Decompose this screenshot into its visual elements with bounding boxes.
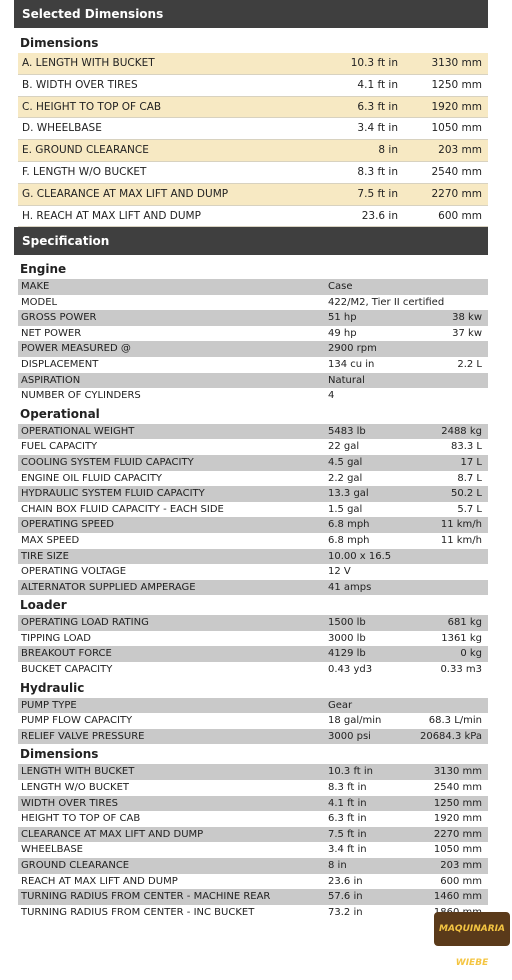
dimension-imperial-value: 7.5 ft in	[357, 187, 398, 200]
spec-row	[18, 517, 488, 533]
spec-row	[18, 486, 488, 502]
dimension-imperial-value: 6.3 ft in	[357, 100, 398, 113]
spec-metric-value: 17 L	[460, 456, 482, 468]
spec-row	[18, 533, 488, 549]
spec-label: ALTERNATOR SUPPLIED AMPERAGE	[21, 581, 196, 593]
spec-metric-value: 8.7 L	[457, 472, 482, 484]
dimension-label: C. HEIGHT TO TOP OF CAB	[22, 100, 162, 113]
spec-row	[18, 780, 488, 796]
spec-label: RELIEF VALVE PRESSURE	[21, 730, 145, 742]
spec-metric-value: 203 mm	[440, 860, 482, 871]
spec-row	[18, 326, 488, 342]
spec-value: 3000 lb	[328, 632, 366, 644]
dimension-metric-value: 1050 mm	[431, 122, 482, 135]
spec-value: 1.5 gal	[328, 503, 363, 515]
spec-value: 3.4 ft in	[328, 844, 367, 856]
spec-metric-value: 600 mm	[440, 875, 482, 887]
spec-label: PUMP FLOW CAPACITY	[21, 715, 133, 727]
spec-row	[18, 564, 488, 580]
spec-metric-value: 1460 mm	[433, 891, 482, 903]
spec-value: 23.6 in	[328, 875, 363, 887]
spec-value: Case	[328, 281, 353, 292]
spec-value: 422/M2, Tier II certified	[328, 296, 445, 308]
spec-metric-value: 1050 mm	[433, 844, 482, 856]
dimension-metric-value: 600 mm	[438, 209, 482, 222]
spec-value: 4129 lb	[328, 648, 366, 660]
spec-row	[18, 424, 488, 440]
spec-row	[18, 796, 488, 812]
spec-row	[18, 698, 488, 714]
dimension-label: A. LENGTH WITH BUCKET	[22, 57, 155, 69]
spec-label: TURNING RADIUS FROM CENTER - INC BUCKET	[21, 906, 255, 918]
dimension-imperial-value: 8 in	[378, 144, 398, 157]
spec-row	[18, 889, 488, 905]
spec-row	[18, 580, 488, 596]
dimension-label: F. LENGTH W/O BUCKET	[22, 165, 147, 178]
spec-row	[18, 357, 488, 373]
dimension-row	[18, 184, 488, 206]
spec-metric-value: 11 km/h	[440, 534, 482, 546]
spec-metric-value: 50.2 L	[450, 488, 482, 500]
spec-metric-value: 83.3 L	[450, 441, 482, 453]
spec-metric-value: 681 kg	[447, 617, 482, 629]
spec-metric-value: 1361 kg	[441, 632, 482, 644]
spec-label: OPERATING VOLTAGE	[21, 566, 127, 578]
spec-section-title: Engine	[20, 262, 67, 276]
watermark-logo: MAQUINARIA WIEBE	[434, 912, 510, 946]
spec-label: COOLING SYSTEM FLUID CAPACITY	[21, 456, 194, 468]
spec-row	[18, 341, 488, 357]
spec-value: 13.3 gal	[328, 488, 369, 500]
spec-value: 8.3 ft in	[328, 782, 367, 794]
spec-row	[18, 858, 488, 874]
spec-value: 3000 psi	[328, 730, 371, 742]
spec-value: 4	[328, 390, 335, 402]
spec-metric-value: 1250 mm	[433, 797, 482, 809]
spec-label: NUMBER OF CYLINDERS	[21, 390, 141, 402]
spec-label: HEIGHT TO TOP OF CAB	[21, 813, 141, 825]
spec-value: 1500 lb	[328, 617, 366, 629]
spec-value: 49 hp	[328, 327, 357, 339]
spec-row	[18, 827, 488, 843]
spec-value: 10.3 ft in	[328, 766, 374, 778]
spec-label: OPERATIONAL WEIGHT	[21, 425, 135, 437]
dimension-label: D. WHEELBASE	[22, 122, 102, 135]
selected-dimensions-table	[18, 33, 488, 227]
spec-value: 6.8 mph	[328, 519, 370, 531]
spec-label: OPERATING SPEED	[21, 519, 115, 531]
spec-row	[18, 713, 488, 729]
spec-label: MAX SPEED	[21, 534, 80, 546]
spec-value: 10.00 x 16.5	[328, 550, 392, 562]
dimension-imperial-value: 23.6 in	[361, 209, 398, 222]
spec-label: CLEARANCE AT MAX LIFT AND DUMP	[21, 828, 204, 840]
spec-label: BUCKET CAPACITY	[21, 664, 113, 676]
spec-section-title: Operational	[20, 406, 100, 421]
spec-metric-value: 3130 mm	[433, 766, 482, 778]
dimension-metric-value: 1250 mm	[431, 78, 482, 91]
spec-label: MAKE	[21, 281, 50, 292]
spec-label: DISPLACEMENT	[21, 358, 99, 370]
dimension-label: H. REACH AT MAX LIFT AND DUMP	[22, 209, 201, 222]
spec-section-title: Dimensions	[20, 747, 99, 762]
spec-metric-value: 2270 mm	[433, 828, 482, 840]
spec-section-title: Loader	[20, 598, 67, 613]
dimension-row	[18, 162, 488, 184]
spec-row	[18, 310, 488, 326]
spec-label: PUMP TYPE	[21, 699, 77, 711]
spec-value: Gear	[328, 699, 353, 711]
spec-label: NET POWER	[21, 327, 82, 339]
spec-metric-value: 2.2 L	[457, 358, 482, 370]
spec-label: GROSS POWER	[21, 312, 97, 324]
spec-row	[18, 388, 488, 404]
dimension-metric-value: 203 mm	[438, 144, 482, 157]
spec-metric-value: 0.33 m3	[440, 664, 482, 676]
dimension-imperial-value: 3.4 ft in	[357, 122, 398, 135]
dimension-row	[18, 118, 488, 140]
spec-section-title: Hydraulic	[20, 680, 85, 695]
spec-value: 73.2 in	[328, 906, 363, 918]
spec-value: 4.5 gal	[328, 456, 363, 468]
dimension-imperial-value: 4.1 ft in	[357, 78, 398, 91]
spec-metric-value: 38 kw	[452, 312, 482, 324]
spec-value: 2900 rpm	[328, 343, 377, 355]
spec-label: BREAKOUT FORCE	[21, 648, 112, 660]
spec-value: 22 gal	[328, 441, 360, 453]
spec-row	[18, 502, 488, 518]
spec-row	[18, 842, 488, 858]
spec-row	[18, 471, 488, 487]
spec-value: 18 gal/min	[328, 715, 382, 727]
dimension-imperial-value: 10.3 ft in	[350, 57, 398, 69]
spec-value: 57.6 in	[328, 891, 363, 903]
spec-label: POWER MEASURED @	[21, 343, 131, 355]
dimension-row	[18, 75, 488, 97]
spec-metric-value: 5.7 L	[457, 503, 482, 515]
dimension-imperial-value: 8.3 ft in	[357, 165, 398, 178]
spec-metric-value: 11 km/h	[440, 519, 482, 531]
spec-row	[18, 455, 488, 471]
spec-row	[18, 439, 488, 455]
spec-label: WHEELBASE	[21, 844, 83, 856]
spec-value: 51 hp	[328, 312, 357, 324]
spec-value: 8 in	[328, 860, 347, 871]
spec-value: 41 amps	[328, 581, 372, 593]
dimension-row	[18, 140, 488, 162]
spec-metric-value: 2540 mm	[433, 782, 482, 794]
spec-row	[18, 811, 488, 827]
spec-label: FUEL CAPACITY	[21, 441, 98, 453]
spec-label: GROUND CLEARANCE	[21, 860, 130, 871]
spec-row	[18, 729, 488, 745]
spec-label: LENGTH W/O BUCKET	[21, 782, 130, 794]
spec-metric-value: 0 kg	[460, 648, 482, 660]
spec-label: CHAIN BOX FLUID CAPACITY - EACH SIDE	[21, 503, 224, 515]
dimension-label: B. WIDTH OVER TIRES	[22, 78, 138, 91]
spec-row	[18, 549, 488, 565]
dimension-label: E. GROUND CLEARANCE	[22, 144, 149, 157]
spec-row	[18, 764, 488, 780]
spec-metric-value: 1920 mm	[433, 813, 482, 825]
spec-label: WIDTH OVER TIRES	[21, 797, 118, 809]
spec-row	[18, 615, 488, 631]
spec-value: 12 V	[328, 566, 351, 578]
spec-label: LENGTH WITH BUCKET	[21, 766, 135, 778]
spec-row	[18, 662, 488, 678]
spec-label: TURNING RADIUS FROM CENTER - MACHINE REAR	[21, 891, 271, 903]
dimension-row	[18, 53, 488, 75]
spec-label: TIRE SIZE	[21, 550, 69, 562]
dimension-metric-value: 2540 mm	[431, 165, 482, 178]
spec-value: 6.3 ft in	[328, 813, 367, 825]
spec-label: MODEL	[21, 296, 58, 308]
spec-value: 4.1 ft in	[328, 797, 367, 809]
spec-value: 134 cu in	[328, 358, 375, 370]
spec-metric-value: 2488 kg	[441, 425, 482, 437]
spec-row	[18, 279, 488, 295]
spec-value: 7.5 ft in	[328, 828, 367, 840]
spec-metric-value: 37 kw	[452, 327, 482, 339]
dimension-metric-value: 1920 mm	[431, 100, 482, 113]
dimension-row	[18, 206, 488, 228]
spec-row	[18, 373, 488, 389]
spec-label: HYDRAULIC SYSTEM FLUID CAPACITY	[21, 488, 205, 500]
spec-row	[18, 295, 488, 311]
spec-row	[18, 874, 488, 890]
spec-value: Natural	[328, 374, 365, 386]
dimensions-subtitle: Dimensions	[20, 36, 99, 50]
spec-value: 2.2 gal	[328, 472, 363, 484]
dimension-label: G. CLEARANCE AT MAX LIFT AND DUMP	[22, 187, 229, 200]
spec-label: TIPPING LOAD	[21, 632, 91, 644]
spec-row	[18, 646, 488, 662]
spec-metric-value: 20684.3 kPa	[419, 730, 482, 742]
spec-value: 6.8 mph	[328, 534, 370, 546]
dimension-metric-value: 3130 mm	[431, 57, 482, 69]
spec-label: ENGINE OIL FLUID CAPACITY	[21, 472, 163, 484]
spec-metric-value: 68.3 L/min	[428, 715, 482, 727]
spec-row	[18, 905, 488, 921]
spec-value: 0.43 yd3	[328, 664, 373, 676]
spec-row	[18, 631, 488, 647]
selected-dimensions-header: Selected Dimensions	[14, 0, 488, 28]
spec-label: REACH AT MAX LIFT AND DUMP	[21, 875, 178, 887]
spec-value: 5483 lb	[328, 425, 366, 437]
spec-label: ASPIRATION	[21, 374, 81, 386]
specification-header: Specification	[14, 227, 488, 255]
dimension-metric-value: 2270 mm	[431, 187, 482, 200]
specification-table	[18, 259, 488, 920]
spec-label: OPERATING LOAD RATING	[21, 617, 149, 629]
dimension-row	[18, 97, 488, 119]
